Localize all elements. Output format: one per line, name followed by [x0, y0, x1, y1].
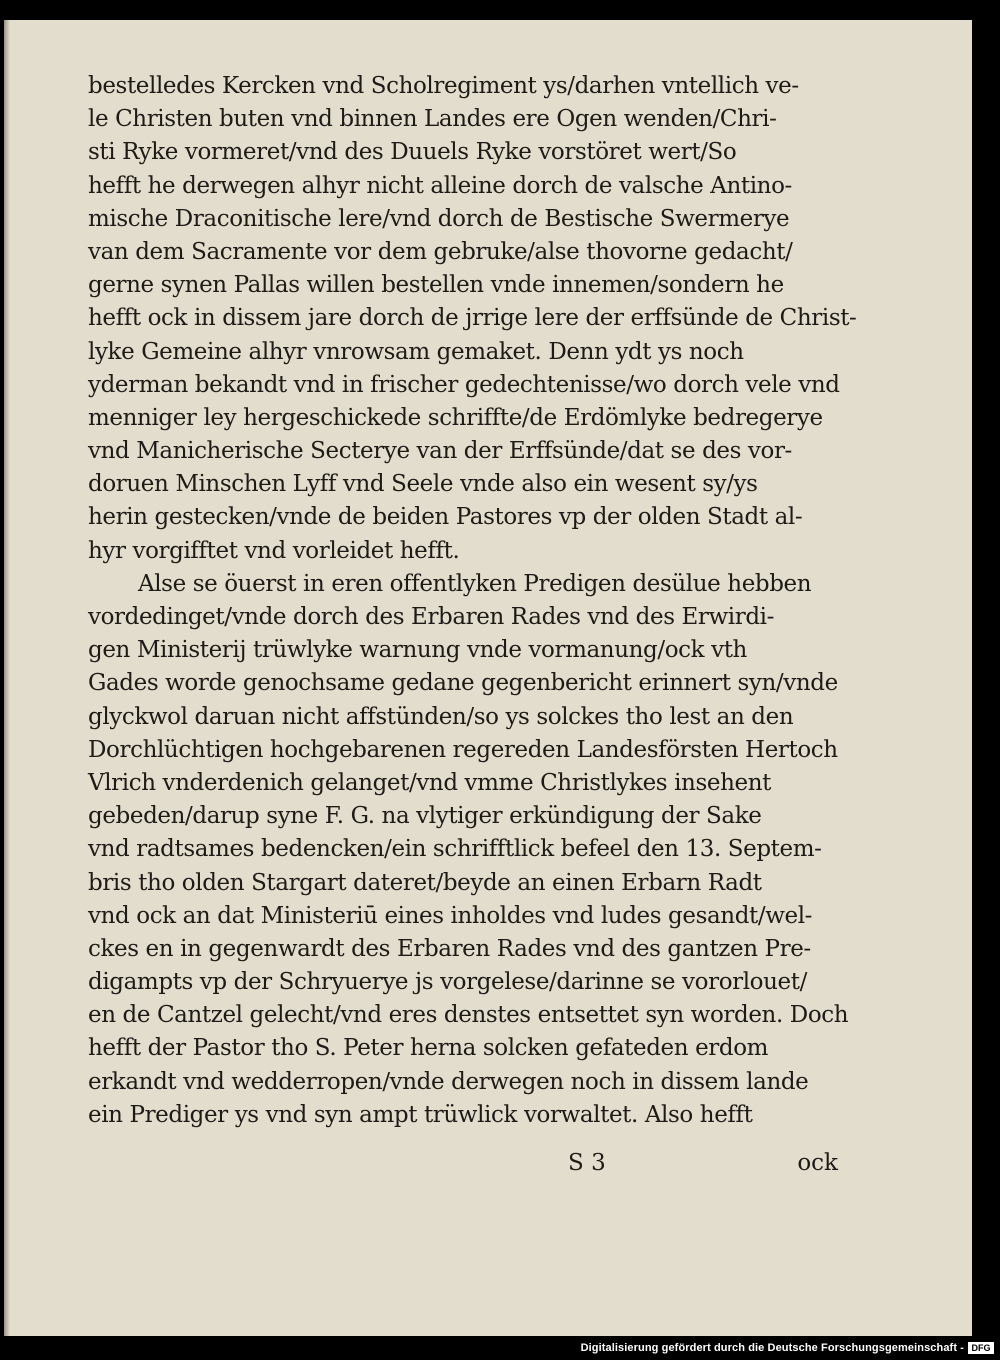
- text-line: menniger ley hergeschickede schriffte/de Erdömlyke bedregerye: [88, 404, 823, 431]
- text-line: le Christen buten vnd binnen Landes ere Ogen wenden/Chri-: [88, 106, 777, 133]
- text-line: hefft he derwegen alhyr nicht alleine dorch de valsche Antino-: [88, 172, 792, 199]
- text-line: gerne synen Pallas willen bestellen vnde innemen/sondern he: [88, 272, 784, 299]
- page-gutter-shadow: [4, 20, 10, 1336]
- page-footer: [88, 1150, 838, 1190]
- text-line: erkandt vnd wedderropen/vnde derwegen noch in dissem lande: [88, 1068, 809, 1095]
- text-line: ein Prediger ys vnd syn ampt trüwlick vorwaltet. Also hefft: [88, 1101, 753, 1128]
- text-line: hefft ock in dissem jare dorch de jrrige lere der erffsünde de Christ-: [88, 305, 857, 332]
- text-line: ckes en in gegenwardt des Erbaren Rades vnd des gantzen Pre-: [88, 935, 811, 962]
- text-line: mische Draconitische lere/vnd dorch de Bestische Swermerye: [88, 205, 790, 232]
- text-line: vnd Manicherische Secterye van der Erffsünde/dat se des vor-: [88, 438, 792, 465]
- text-line: gebeden/darup syne F. G. na vlytiger erkündigung der Sake: [88, 803, 762, 830]
- text-line: vnd ock an dat Ministeriū eines inholdes vnd ludes gesandt/wel-: [88, 902, 813, 929]
- text-line: bris tho olden Stargart dateret/beyde an einen Erbarn Radt: [88, 869, 762, 896]
- text-line: en de Cantzel gelecht/vnd eres denstes entsettet syn worden. Doch: [88, 1002, 849, 1029]
- text-line: sti Ryke vormeret/vnd des Duuels Ryke vorstöret wert/So: [88, 139, 737, 166]
- text-line: gen Ministerij trüwlyke warnung vnde vormanung/ock vth: [88, 637, 747, 664]
- text-line: hyr vorgifftet vnd vorleidet hefft.: [88, 537, 460, 564]
- text-line: doruen Minschen Lyff vnd Seele vnde also ein wesent sy/ys: [88, 471, 758, 498]
- text-line: vordedinget/vnde dorch des Erbaren Rades vnd des Erwirdi-: [88, 604, 774, 630]
- catchword: ock: [797, 1150, 838, 1176]
- text-line: Gades worde genochsame gedane gegenbericht erinnert syn/vnde: [88, 670, 838, 697]
- page-text-block: [88, 70, 858, 1132]
- text-line: digampts vp der Schryuerye js vorgelese/darinne se vororlouet/: [88, 969, 807, 996]
- text-line: lyke Gemeine alhyr vnrowsam gemaket. Denn ydt ys noch: [88, 338, 744, 365]
- text-line: vnd radtsames bedencken/ein schrifftlick befeel den 13. Septem-: [88, 836, 822, 863]
- paragraph-first-line: Alse se öuerst in eren offentlyken Predigen desülue hebben: [138, 570, 812, 597]
- text-line: bestelledes Kercken vnd Scholregiment ys/darhen vntellich ve-: [88, 73, 799, 99]
- text-line: herin gestecken/vnde de beiden Pastores vp der olden Stadt al-: [88, 504, 803, 531]
- text-line: hefft der Pastor tho S. Peter herna solcken gefateden erdom: [88, 1035, 769, 1062]
- funding-credit: Digitalisierung gefördert durch die Deutsche Forschungsgemeinschaft -: [580, 1342, 964, 1354]
- dfg-logo: DFG: [968, 1342, 994, 1354]
- text-line: glyckwol daruan nicht affstünden/so ys solckes tho lest an den: [88, 703, 794, 730]
- text-line: Dorchlüchtigen hochgebarenen regereden Landesförsten Hertoch: [88, 736, 838, 763]
- text-line: van dem Sacramente vor dem gebruke/alse thovorne gedacht/: [88, 238, 793, 265]
- signature-mark: S 3: [568, 1150, 606, 1176]
- text-line: yderman bekandt vnd in frischer gedechtenisse/wo dorch vele vnd: [88, 371, 840, 398]
- text-line: Vlrich vnderdenich gelanget/vnd vmme Christlykes insehent: [88, 769, 771, 796]
